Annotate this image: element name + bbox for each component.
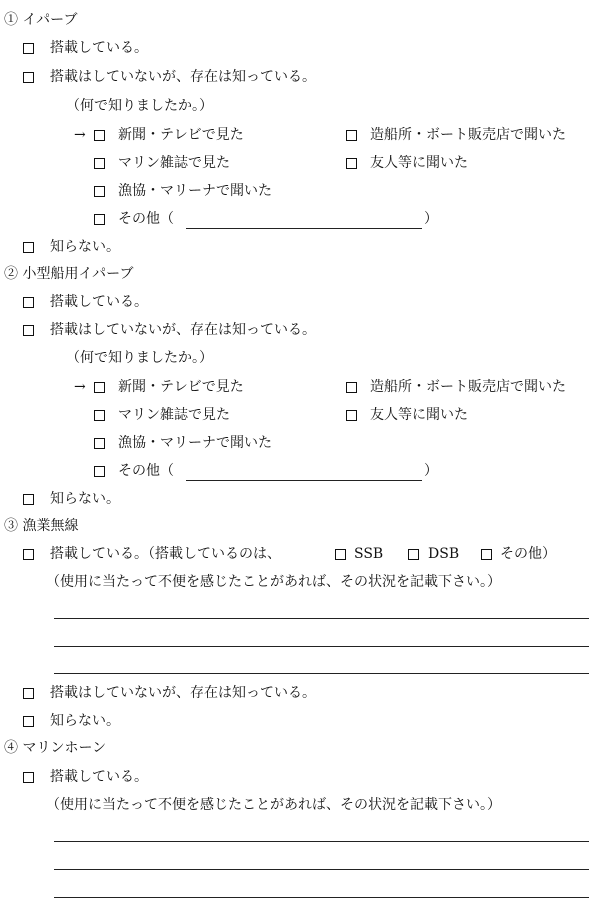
checkbox-iperb-aware[interactable]: [23, 72, 34, 83]
checkbox-fishery-radio-installed[interactable]: [23, 549, 34, 560]
checkbox-fishery-radio-unaware[interactable]: [23, 716, 34, 727]
section-title-small-iperb: ② 小型船用イパーブ: [4, 266, 134, 282]
checkbox-marine-phone-installed[interactable]: [23, 772, 34, 783]
checkbox-iperb-news-tv[interactable]: [94, 130, 105, 141]
section-title-marine-phone: ④ マリンホーン: [4, 740, 107, 756]
checkbox-small-iperb-news-tv[interactable]: [94, 382, 105, 393]
checkbox-small-iperb-friend[interactable]: [346, 410, 357, 421]
label-fishery-radio-unaware: 知らない。: [50, 713, 120, 729]
label-iperb-unaware: 知らない。: [50, 239, 120, 255]
label-small-iperb-news-tv: 新聞・テレビで見た: [118, 379, 244, 395]
label-iperb-friend: 友人等に聞いた: [370, 155, 468, 171]
label-iperb-news-tv: 新聞・テレビで見た: [118, 127, 244, 143]
checkbox-iperb-other[interactable]: [94, 214, 105, 225]
answer-line-fishery-radio-2[interactable]: [54, 646, 589, 647]
label-small-iperb-other: その他（: [118, 463, 174, 479]
label-fishery-radio-installed: 搭載している。（搭載しているのは、: [50, 546, 281, 562]
label-iperb-shipyard: 造船所・ボート販売店で聞いた: [370, 127, 566, 143]
answer-line-marine-phone-1[interactable]: [54, 841, 589, 842]
section-title-fishery-radio: ③ 漁業無線: [4, 518, 79, 534]
checkbox-fishery-radio-ssb[interactable]: [335, 549, 346, 560]
checkbox-small-iperb-fishery[interactable]: [94, 438, 105, 449]
label-iperb-installed: 搭載している。: [50, 40, 148, 56]
other-write-line-small-iperb[interactable]: [186, 480, 422, 481]
answer-line-marine-phone-3[interactable]: [54, 897, 589, 898]
checkbox-fishery-radio-other[interactable]: [481, 549, 492, 560]
other-write-line-iperb[interactable]: [186, 228, 422, 229]
question-marine-phone-inconvenience: （使用に当たって不便を感じたことがあれば、その状況を記載下さい。）: [46, 797, 501, 813]
label-fishery-radio-ssb: SSB: [354, 546, 384, 562]
checkbox-iperb-marine-mag[interactable]: [94, 158, 105, 169]
label-small-iperb-fishery: 漁協・マリーナで聞いた: [118, 435, 272, 451]
checkbox-iperb-unaware[interactable]: [23, 242, 34, 253]
checkbox-small-iperb-aware[interactable]: [23, 325, 34, 336]
answer-line-fishery-radio-3[interactable]: [54, 673, 589, 674]
checkbox-small-iperb-shipyard[interactable]: [346, 382, 357, 393]
label-small-iperb-shipyard: 造船所・ボート販売店で聞いた: [370, 379, 566, 395]
answer-line-marine-phone-2[interactable]: [54, 869, 589, 870]
label-iperb-other: その他（: [118, 211, 174, 227]
label-marine-phone-installed: 搭載している。: [50, 769, 148, 785]
question-iperb-how: （何で知りましたか。）: [66, 98, 213, 114]
question-fishery-radio-inconvenience: （使用に当たって不便を感じたことがあれば、その状況を記載下さい。）: [46, 574, 501, 590]
checkbox-small-iperb-installed[interactable]: [23, 297, 34, 308]
arrow-icon: →: [74, 379, 86, 395]
checkbox-small-iperb-unaware[interactable]: [23, 494, 34, 505]
checkbox-small-iperb-marine-mag[interactable]: [94, 410, 105, 421]
checkbox-fishery-radio-dsb[interactable]: [408, 549, 419, 560]
checkbox-fishery-radio-aware[interactable]: [23, 688, 34, 699]
checkbox-iperb-shipyard[interactable]: [346, 130, 357, 141]
checkbox-iperb-installed[interactable]: [23, 43, 34, 54]
answer-line-fishery-radio-1[interactable]: [54, 618, 589, 619]
label-small-iperb-installed: 搭載している。: [50, 294, 148, 310]
label-fishery-radio-other: その他）: [500, 546, 556, 562]
label-fishery-radio-aware: 搭載はしていないが、存在は知っている。: [50, 685, 316, 701]
label-small-iperb-aware: 搭載はしていないが、存在は知っている。: [50, 322, 316, 338]
checkbox-iperb-fishery[interactable]: [94, 186, 105, 197]
label-small-iperb-unaware: 知らない。: [50, 491, 120, 507]
checkbox-small-iperb-other[interactable]: [94, 466, 105, 477]
label-iperb-marine-mag: マリン雑誌で見た: [118, 155, 230, 171]
section-title-iperb: ① イパーブ: [4, 12, 78, 28]
label-small-iperb-friend: 友人等に聞いた: [370, 407, 468, 423]
label-iperb-other-close: ）: [424, 211, 438, 227]
arrow-icon: →: [74, 127, 86, 143]
label-small-iperb-marine-mag: マリン雑誌で見た: [118, 407, 230, 423]
label-iperb-aware: 搭載はしていないが、存在は知っている。: [50, 69, 316, 85]
label-fishery-radio-dsb: DSB: [428, 546, 460, 562]
label-small-iperb-other-close: ）: [424, 463, 438, 479]
label-iperb-fishery: 漁協・マリーナで聞いた: [118, 183, 272, 199]
checkbox-iperb-friend[interactable]: [346, 158, 357, 169]
question-small-iperb-how: （何で知りましたか。）: [66, 350, 213, 366]
